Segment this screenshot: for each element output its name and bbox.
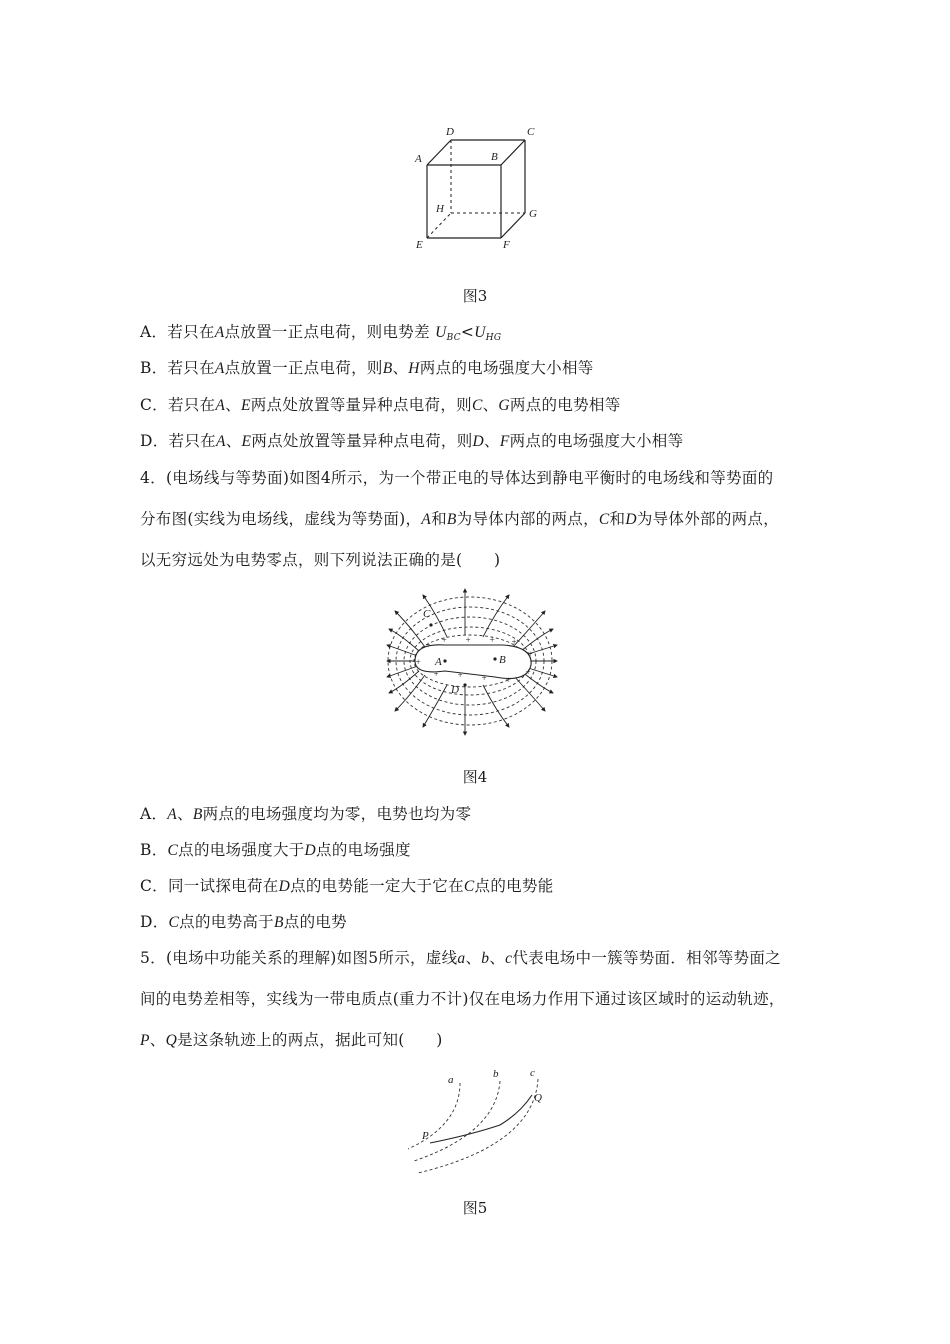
charge-sign: + (441, 635, 448, 645)
vertex-label-e: E (416, 239, 423, 251)
charge-sign: + (433, 669, 440, 679)
q3-option-c: C．若只在A、E两点处放置等量异种点电荷，则C、G两点的电势相等 (140, 396, 621, 414)
vertex-label-b: B (491, 151, 498, 163)
point-label-p: P (422, 1130, 429, 1142)
figure-5-caption: 图5 (462, 1199, 488, 1217)
q4-option-c: C．同一试探电荷在D点的电势能一定大于它在C点的电势能 (140, 877, 554, 895)
vertex-label-a: A (415, 153, 422, 165)
charge-sign: + (511, 637, 518, 647)
vertex-label-g: G (529, 208, 537, 220)
curve-label-b: b (493, 1068, 499, 1080)
trajectory-curve (430, 1095, 532, 1143)
figure-5-trajectory (400, 1063, 560, 1178)
figure-4-caption: 图4 (462, 768, 488, 786)
point-label-c: C (423, 608, 431, 620)
q3-option-b: B．若只在A点放置一正点电荷，则B、H两点的电场强度大小相等 (140, 359, 594, 377)
point-label-d: D (451, 684, 459, 696)
figure-4-field-diagram (385, 585, 565, 740)
q3-option-a: A．若只在A点放置一正点电荷，则电势差 $U_{BC}<U_{HG}$ (140, 323, 502, 343)
point-label-b: B (499, 654, 506, 666)
charge-sign: + (457, 670, 464, 680)
curve-label-a: a (448, 1074, 454, 1086)
charge-sign: + (481, 673, 488, 683)
point-label-q: Q (534, 1092, 542, 1104)
charge-sign: + (527, 649, 534, 659)
q5-stem-line-2: 间的电势差相等，实线为一带电质点(重力不计)仅在电场力作用下通过该区域时的运动轨迹， (140, 990, 785, 1008)
q3-option-d: D．若只在A、E两点处放置等量异种点电荷，则D、F两点的电场强度大小相等 (140, 432, 684, 450)
charge-sign: + (489, 635, 496, 645)
vertex-label-f: F (503, 239, 510, 251)
charge-sign: + (415, 657, 422, 667)
q5-stem-line-3: P、Q是这条轨迹上的两点，据此可知( ) (140, 1031, 443, 1049)
point-label-a: A (435, 656, 442, 668)
q4-option-d: D．C点的电势高于B点的电势 (140, 913, 347, 931)
vertex-label-d: D (446, 126, 454, 138)
q4-stem-line-3: 以无穷远处为电势零点，则下列说法正确的是( ) (140, 551, 501, 569)
charge-sign: + (425, 640, 432, 650)
q4-option-b: B．C点的电场强度大于D点的电场强度 (140, 841, 411, 859)
q4-stem-line-2: 分布图(实线为电场线，虚线为等势面)，A和B为导体内部的两点，C和D为导体外部的两点， (140, 510, 780, 528)
q5-stem-line-1: 5．(电场中功能关系的理解)如图5所示，虚线a、b、c代表电场中一簇等势面．相邻等势面之 (140, 949, 781, 967)
curve-label-c: c (530, 1067, 535, 1079)
figure-3-caption: 图3 (462, 287, 488, 305)
vertex-label-h: H (436, 203, 444, 215)
figure-3-cube (405, 120, 555, 255)
vertex-label-c: C (527, 126, 535, 138)
charge-sign: + (505, 675, 512, 685)
charge-sign: + (525, 667, 532, 677)
q4-option-a: A．A、B两点的电场强度均为零，电势也均为零 (140, 805, 472, 823)
q4-stem-line-1: 4．(电场线与等势面)如图4所示，为一个带正电的导体达到静电平衡时的电场线和等势面的 (140, 469, 774, 487)
charge-sign: + (465, 635, 472, 645)
